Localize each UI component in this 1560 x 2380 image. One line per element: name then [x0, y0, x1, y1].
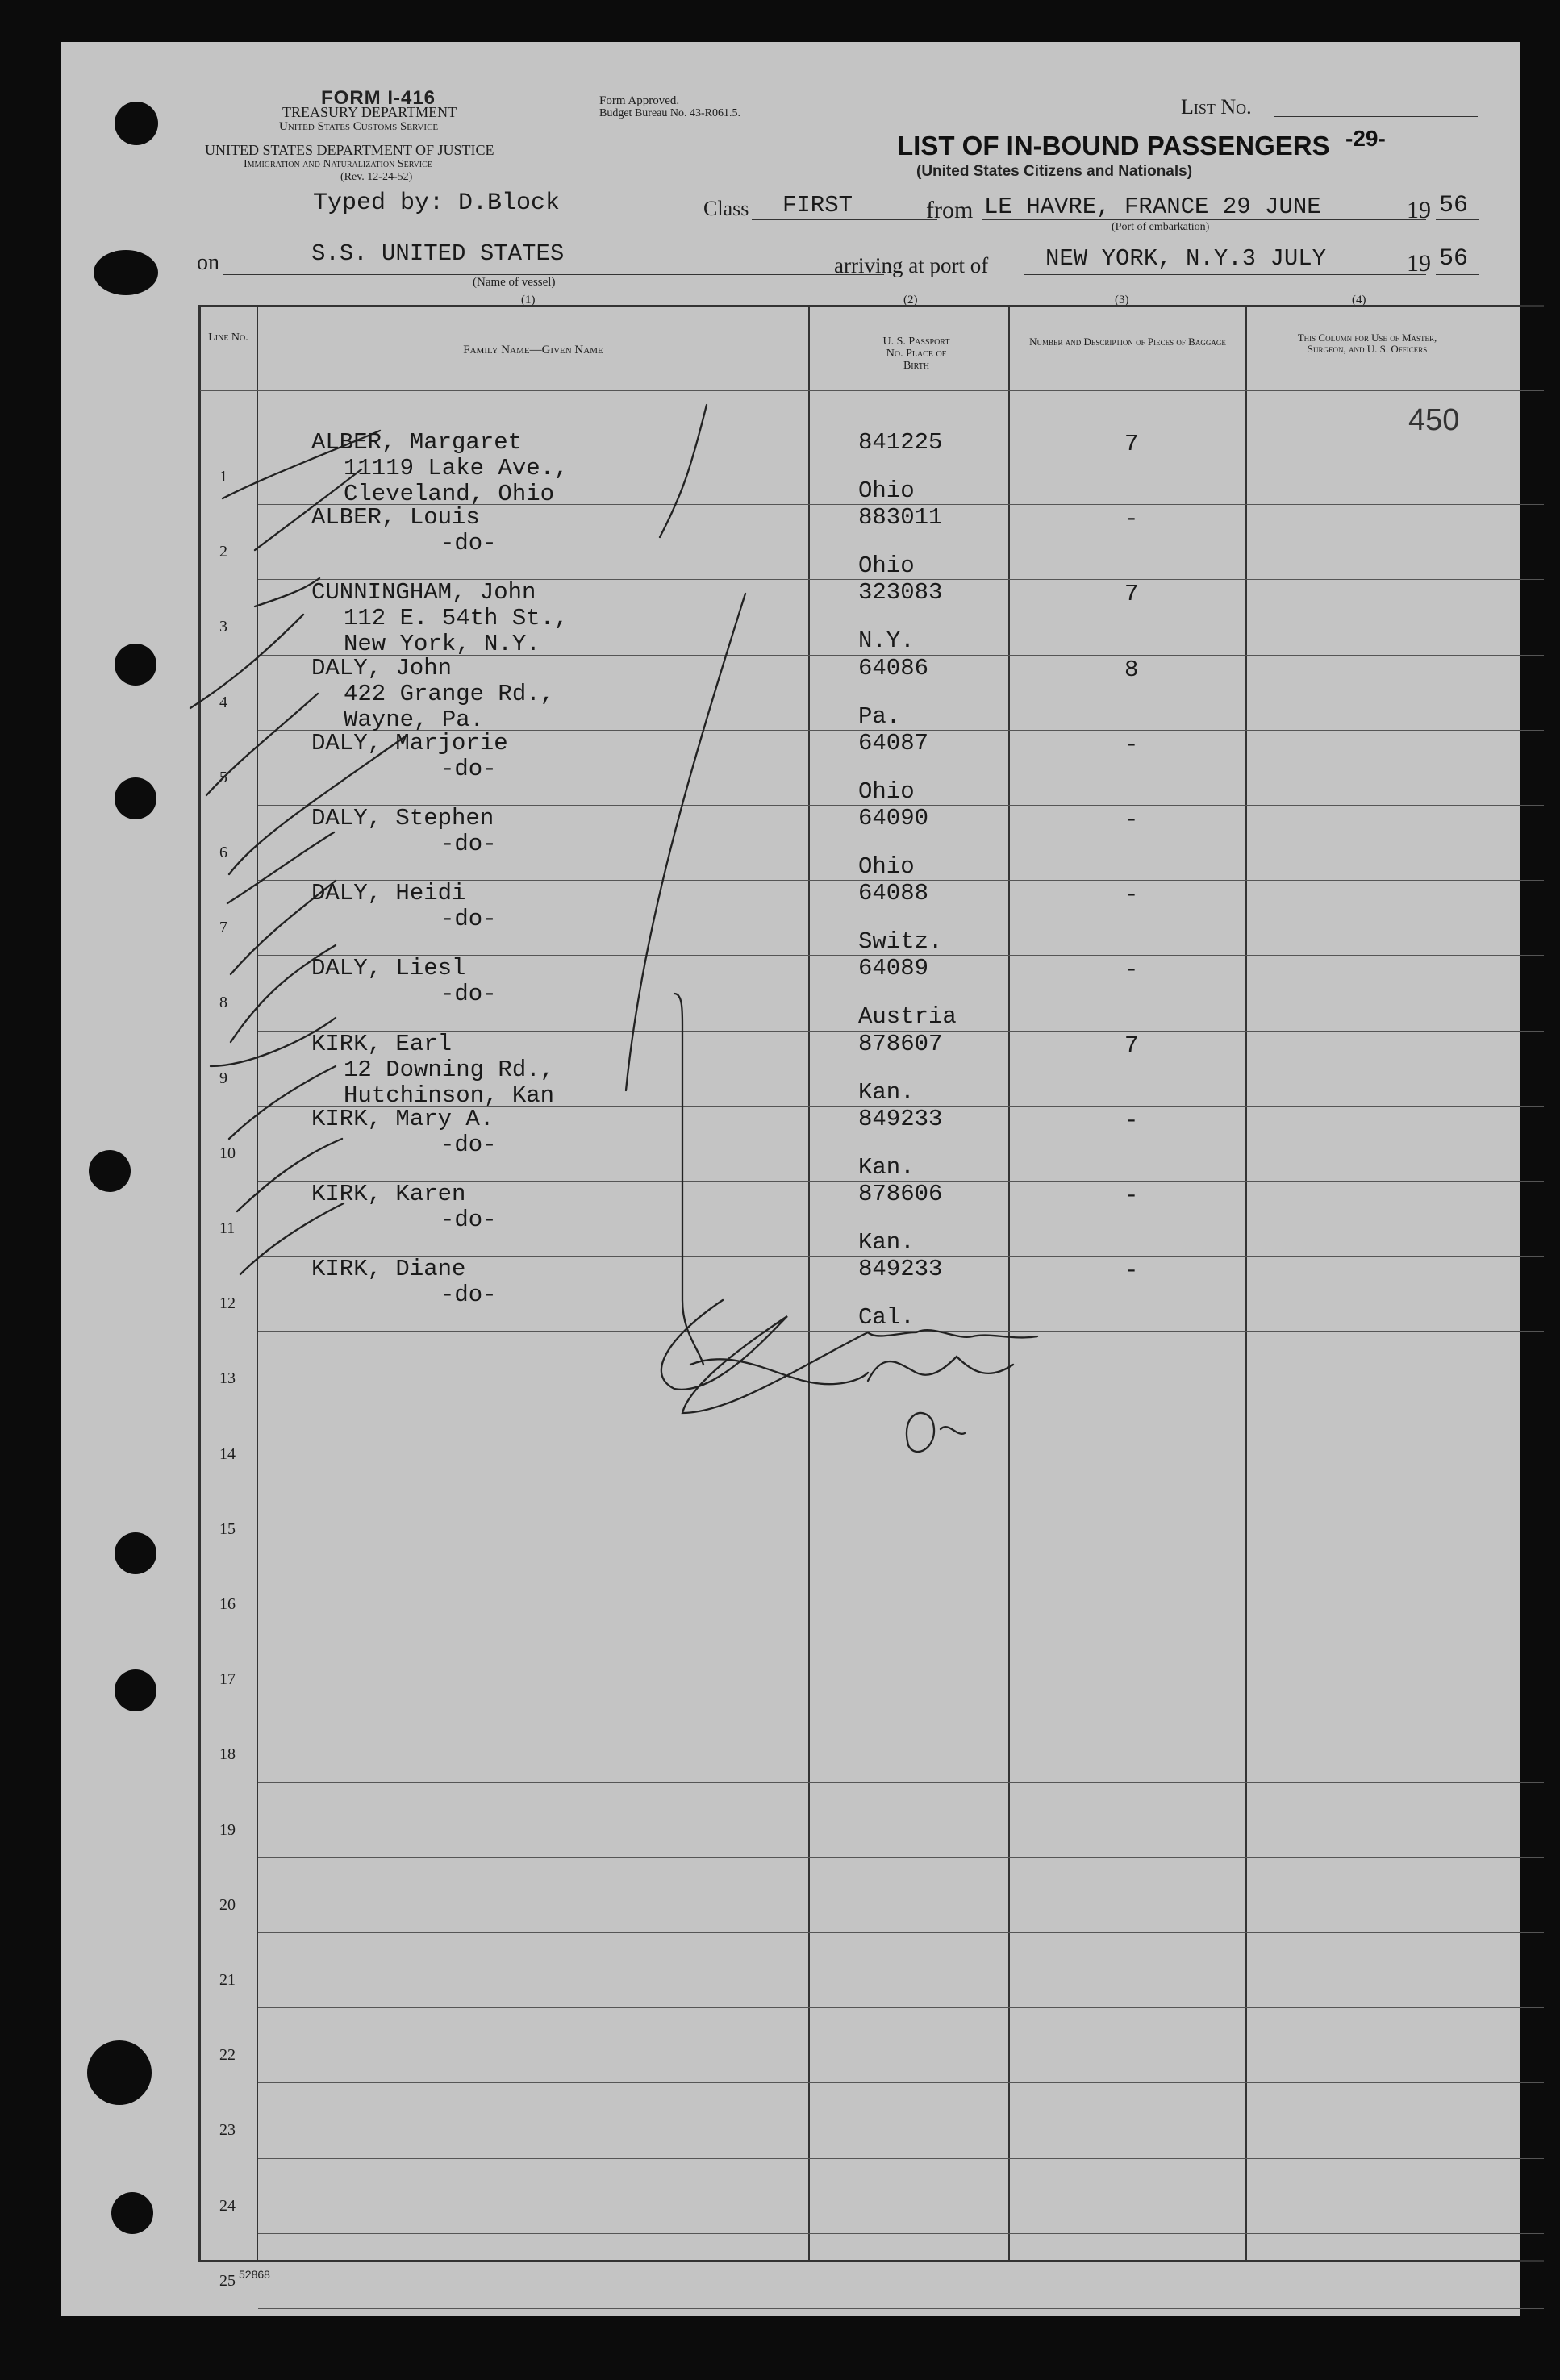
passport-number: 878606	[858, 1181, 943, 1207]
baggage-count: -	[1124, 807, 1139, 833]
signature-stroke	[868, 1357, 1013, 1381]
list-no-label: List No.	[1181, 95, 1252, 119]
ins-service: Immigration and Naturalization Service	[244, 158, 432, 170]
passenger-name: DALY, Heidi	[311, 880, 466, 907]
class-label: Class	[703, 197, 749, 220]
baggage-count: -	[1124, 1107, 1139, 1134]
passenger-address: -do-	[440, 1207, 497, 1233]
passenger-name: KIRK, Mary A.	[311, 1105, 494, 1132]
baggage-count: -	[1124, 1182, 1139, 1209]
passenger-address: Wayne, Pa.	[344, 706, 485, 733]
list-no-value: -29-	[1345, 126, 1386, 151]
form-number: FORM I-416	[321, 87, 436, 109]
passport-number: 849233	[858, 1256, 943, 1283]
passport-number: 878607	[858, 1030, 943, 1057]
typed-by: Typed by: D.Block	[313, 190, 561, 217]
binder-hole	[94, 250, 158, 295]
passport-number: 883011	[858, 504, 943, 531]
place-of-birth: Ohio	[858, 552, 915, 580]
passenger-address: -do-	[440, 1131, 497, 1158]
line-number: 16	[219, 1595, 236, 1613]
line-number: 10	[219, 1144, 236, 1162]
baggage-count: 7	[1124, 581, 1139, 608]
binder-hole	[89, 1150, 131, 1192]
line-number: 5	[219, 768, 227, 786]
passenger-address: 12 Downing Rd.,	[344, 1056, 555, 1083]
passenger-address: 112 E. 54th St.,	[344, 605, 569, 632]
line-number: 15	[219, 1519, 236, 1538]
check-mark	[255, 469, 361, 550]
baggage-count: -	[1124, 957, 1139, 984]
place-of-birth: Ohio	[858, 853, 915, 880]
passenger-address: 422 Grange Rd.,	[344, 680, 555, 707]
passenger-name: KIRK, Diane	[311, 1256, 466, 1283]
bracket-stroke	[660, 405, 707, 537]
footer-code: 52868	[239, 2268, 270, 2281]
check-mark	[255, 578, 319, 606]
line-number: 23	[219, 2121, 236, 2140]
place-of-birth: Switz.	[858, 928, 943, 956]
vessel-value: S.S. UNITED STATES	[311, 240, 565, 267]
col-num-1: (1)	[521, 294, 536, 306]
binder-hole	[115, 777, 156, 819]
passport-number: 64086	[858, 654, 929, 681]
place-of-birth: Kan.	[858, 1078, 915, 1106]
line-number: 7	[219, 919, 227, 937]
binder-hole	[115, 644, 156, 686]
baggage-count: 7	[1124, 431, 1139, 457]
passenger-name: CUNNINGHAM, John	[311, 579, 536, 606]
check-mark	[240, 1203, 344, 1274]
col-num-3: (3)	[1115, 294, 1129, 306]
passenger-name: DALY, Stephen	[311, 805, 494, 832]
form-approved: Form Approved.	[599, 94, 680, 107]
baggage-count: 8	[1124, 656, 1139, 683]
line-number: 8	[219, 994, 227, 1012]
line-number: 25	[219, 2271, 236, 2290]
baggage-count: -	[1124, 1257, 1139, 1285]
from-year-prefix: 19	[1407, 197, 1431, 223]
line-number: 12	[219, 1294, 236, 1313]
place-of-birth: Pa.	[858, 702, 901, 730]
passenger-address: -do-	[440, 831, 497, 857]
header-passport: U. S. Passport No. Place of Birth	[882, 336, 950, 372]
line-number: 1	[219, 468, 227, 486]
check-mark	[227, 832, 334, 903]
place-of-birth: Ohio	[858, 477, 915, 504]
passport-number: 64089	[858, 955, 929, 982]
line-number: 21	[219, 1971, 236, 1989]
arrival-value: NEW YORK, N.Y.3 JULY	[1045, 245, 1327, 272]
passenger-name: DALY, John	[311, 654, 453, 681]
on-label: on	[197, 250, 219, 275]
check-mark	[211, 1018, 336, 1066]
line-number: 22	[219, 2046, 236, 2065]
passport-number: 323083	[858, 579, 943, 606]
place-of-birth: Kan.	[858, 1229, 915, 1256]
binder-hole	[111, 2192, 153, 2234]
line-number: 9	[219, 1069, 227, 1087]
signature-stroke	[661, 1300, 1037, 1413]
place-of-birth: Austria	[858, 1003, 957, 1031]
passenger-address: Hutchinson, Kan	[344, 1082, 555, 1109]
passport-number: 849233	[858, 1105, 943, 1132]
handwritten-annotations	[61, 42, 1520, 2316]
passenger-address: 11119 Lake Ave.,	[344, 455, 569, 481]
baggage-count: 7	[1124, 1032, 1139, 1059]
passenger-address: -do-	[440, 755, 497, 782]
form-subtitle: (United States Citizens and Nationals)	[916, 163, 1193, 180]
line-number: 13	[219, 1369, 236, 1388]
col-num-4: (4)	[1352, 294, 1366, 306]
check-mark	[229, 736, 407, 874]
baggage-count: -	[1124, 882, 1139, 909]
line-number: 20	[219, 1895, 236, 1914]
passenger-address: -do-	[440, 981, 497, 1008]
customs-service: United States Customs Service	[279, 120, 439, 133]
check-mark	[206, 694, 318, 795]
passport-number: 64087	[858, 729, 929, 757]
class-value: FIRST	[782, 192, 853, 219]
baggage-count: -	[1124, 731, 1139, 758]
bracket-stroke	[626, 594, 745, 1090]
passport-number: 64090	[858, 805, 929, 832]
col-num-2: (2)	[903, 294, 918, 306]
form-revision: (Rev. 12-24-52)	[340, 171, 413, 183]
line-number: 18	[219, 1745, 236, 1764]
treasury-department: TREASURY DEPARTMENT	[282, 104, 457, 120]
header-officers: This Column for Use of Master, Surgeon, and U. S. Officers	[1297, 331, 1437, 355]
line-number: 24	[219, 2196, 236, 2215]
passenger-name: ALBER, Louis	[311, 504, 480, 531]
vessel-caption: (Name of vessel)	[473, 276, 556, 289]
bracket-stroke	[674, 994, 703, 1365]
passenger-name: KIRK, Earl	[311, 1030, 453, 1057]
passport-number: 64088	[858, 880, 929, 907]
check-mark	[237, 1139, 342, 1211]
passenger-name: ALBER, Margaret	[311, 429, 523, 456]
place-of-birth: N.Y.	[858, 627, 915, 655]
header-baggage: Number and Description of Pieces of Baggage	[1029, 336, 1226, 348]
passenger-address: -do-	[440, 906, 497, 933]
check-mark	[190, 615, 303, 708]
passenger-name: DALY, Marjorie	[311, 729, 508, 757]
arrival-year: 56	[1439, 245, 1469, 273]
header-name: Family Name—Given Name	[463, 344, 603, 356]
line-number: 14	[219, 1444, 236, 1463]
form-title: LIST OF IN-BOUND PASSENGERS	[897, 131, 1330, 160]
from-year: 56	[1439, 192, 1469, 219]
line-number: 4	[219, 693, 227, 711]
dept-of-justice: UNITED STATES DEPARTMENT OF JUSTICE	[205, 142, 494, 158]
binder-hole	[115, 102, 158, 145]
passenger-address: -do-	[440, 530, 497, 557]
passport-number: 841225	[858, 429, 943, 456]
document-sheet	[61, 42, 1520, 2316]
from-label: from	[926, 197, 974, 223]
place-of-birth: Ohio	[858, 777, 915, 805]
place-of-birth: Kan.	[858, 1153, 915, 1181]
signature-initials	[907, 1413, 965, 1452]
binder-hole	[87, 2040, 152, 2105]
passenger-address: Cleveland, Ohio	[344, 481, 555, 507]
check-mark	[231, 881, 336, 974]
passenger-name: KIRK, Karen	[311, 1181, 466, 1207]
check-mark	[229, 1066, 336, 1139]
place-of-birth: Cal.	[858, 1304, 915, 1332]
passenger-address: New York, N.Y.	[344, 631, 540, 658]
line-number: 2	[219, 543, 227, 561]
binder-hole	[115, 1669, 156, 1711]
officer-note: 450	[1408, 403, 1460, 437]
line-number: 19	[219, 1820, 236, 1839]
header-line-no: Line No.	[208, 331, 248, 344]
passenger-address: -do-	[440, 1282, 497, 1309]
baggage-count: -	[1124, 506, 1139, 533]
line-number: 6	[219, 844, 227, 861]
line-number: 3	[219, 618, 227, 636]
line-number: 17	[219, 1670, 236, 1689]
line-number: 11	[219, 1219, 236, 1237]
arrival-year-prefix: 19	[1407, 250, 1431, 277]
port-embarkation-caption: (Port of embarkation)	[1112, 221, 1210, 233]
passenger-name: DALY, Liesl	[311, 955, 466, 982]
check-mark	[223, 431, 380, 498]
arriving-label: arriving at port of	[834, 253, 989, 277]
budget-bureau: Budget Bureau No. 43-R061.5.	[599, 107, 740, 119]
binder-hole	[115, 1532, 156, 1574]
from-value: LE HAVRE, FRANCE 29 JUNE	[984, 194, 1321, 220]
